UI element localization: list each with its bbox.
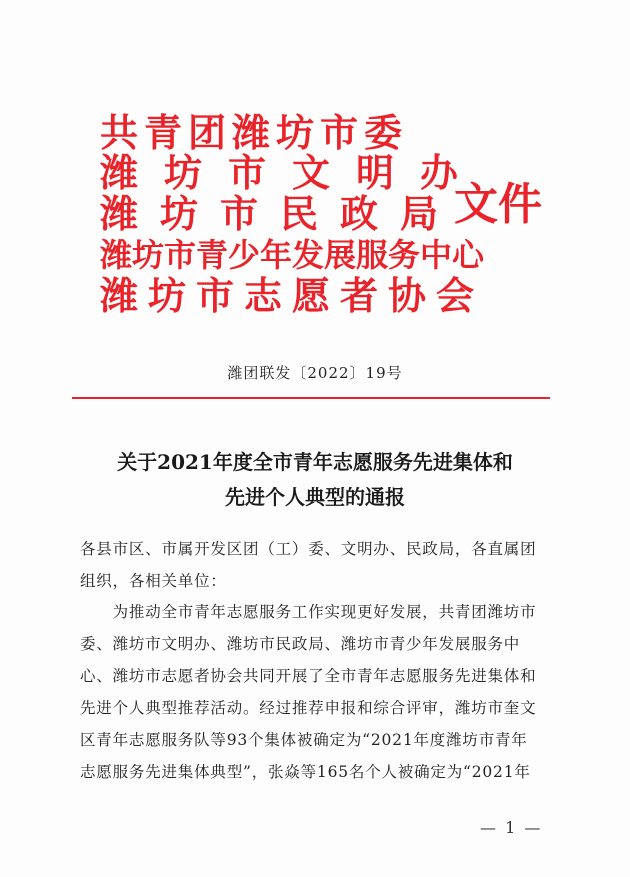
body-text-line: 区青年志愿服务队等93个集体被确定为“2021年度潍坊市青年 bbox=[80, 731, 528, 749]
red-divider-line bbox=[72, 397, 550, 399]
page-number: — 1 — bbox=[480, 818, 543, 837]
body-text-line: 先进个人典型推荐活动。经过推荐申报和综合评审，潍坊市奎文 bbox=[80, 699, 537, 717]
body-text-line: 各县市区、市属开发区团（工）委、文明办、民政局，各直属团 bbox=[80, 540, 537, 558]
body-text-line: 志愿服务先进集体典型”，张焱等165名个人被确定为“2021年 bbox=[80, 763, 531, 781]
document-title-line: 关于2021年度全市青年志愿服务先进集体和 bbox=[117, 450, 513, 474]
issuer-name: 潍坊市民政局 bbox=[100, 191, 461, 236]
body-text-line: 为推动全市青年志愿服务工作实现更好发展，共青团潍坊市 bbox=[80, 603, 537, 621]
document-type-label: 文件 bbox=[454, 179, 542, 230]
body-text-line: 组织，各相关单位： bbox=[80, 572, 227, 590]
document-title-line: 先进个人典型的通报 bbox=[225, 485, 405, 509]
issuer-name: 共青团潍坊市委 bbox=[100, 110, 409, 155]
document-number: 潍团联发〔2022〕19号 bbox=[227, 364, 403, 382]
issuer-name: 潍坊市志愿者协会 bbox=[100, 273, 485, 318]
issuer-name: 潍坊市青少年发展服务中心 bbox=[100, 236, 485, 274]
issuer-name: 潍坊市文明办 bbox=[100, 150, 485, 195]
body-text-line: 委、潍坊市文明办、潍坊市民政局、潍坊市青少年发展服务中 bbox=[80, 635, 521, 653]
body-text-line: 心、潍坊市志愿者协会共同开展了全市青年志愿服务先进集体和 bbox=[80, 667, 537, 685]
